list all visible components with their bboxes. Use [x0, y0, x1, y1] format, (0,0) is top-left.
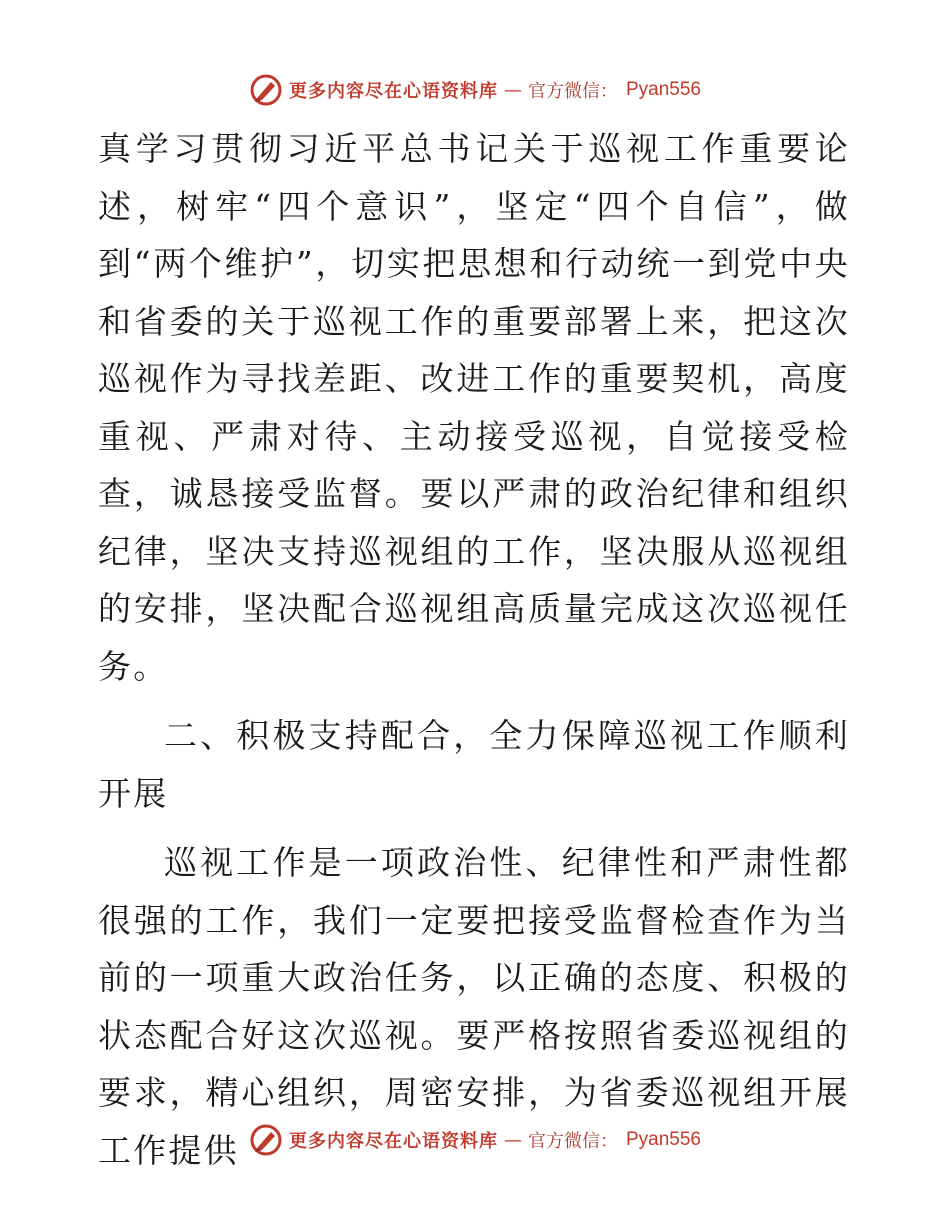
footer-banner[interactable]: [0, 1120, 950, 1160]
banner-separator: —: [503, 79, 522, 101]
banner-wechat-id: Pyan556: [625, 1129, 701, 1150]
pen-nib-logo-icon: [249, 73, 283, 107]
section-heading-2: 二、积极支持配合，全力保障巡视工作顺利开展: [98, 716, 850, 813]
pen-nib-logo-icon: [249, 1123, 283, 1157]
banner-wechat-label: 官方微信：: [527, 81, 618, 102]
banner-wechat-id: Pyan556: [625, 79, 701, 100]
paragraph-2: 巡视工作是一项政治性、纪律性和严肃性都很强的工作，我们一定要把接受监督检查作为当前的一项重大政治任务，以正确的态度、积极的状态配合好这次巡视。要严格按照省委巡视组的要求，精心组织，周密安排，为省委巡视组开展工作提供: [98, 843, 850, 1170]
banner-separator: —: [503, 1129, 522, 1151]
banner-title: 更多内容尽在心语资料库: [288, 1131, 498, 1152]
header-banner[interactable]: [0, 70, 950, 110]
document-body: [98, 120, 850, 1179]
banner-title: 更多内容尽在心语资料库: [288, 81, 498, 102]
banner-wechat-label: 官方微信：: [527, 1131, 618, 1152]
paragraph-1: 真学习贯彻习近平总书记关于巡视工作重要论述，树牢“四个意识”，坚定“四个自信”，做到“两个维护”，切实把思想和行动统一到党中央和省委的关于巡视工作的重要部署上来，把这次巡视作为寻找差距、改进工作的重要契机，高度重视、严肃对待、主动接受巡视，自觉接受检查，诚恳接受监督。要以严肃的政治纪律和组织纪律，坚决支持巡视组的工作，坚决服从巡视组的安排，坚决配合巡视组高质量完成这次巡视任务。: [98, 129, 850, 686]
